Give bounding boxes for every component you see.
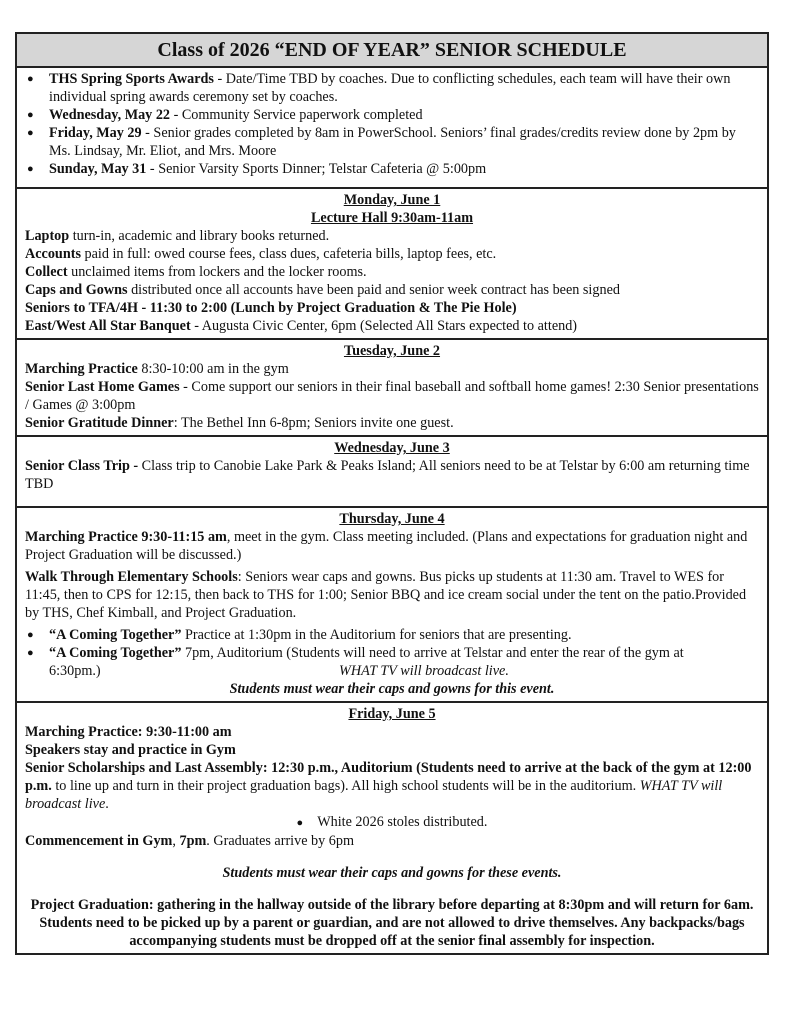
item-label: Senior Last Home Games [25,379,180,395]
stoles-line [25,813,759,832]
schedule-line [25,317,759,335]
project-graduation-note: Project Graduation: gathering in the hallway outside of the library before departing at 8:30pm and will return for 6am. Students need to be picked up by a parent or guardian, and are not allowed to drive themselves. Any backpacks/bags accompanying students must be dropped off at the senior final assembly for inspection. [30,897,754,949]
caps-gowns-note: Students must wear their caps and gowns for these events. [222,865,562,881]
item-text: 8:30-10:00 am in the gym [137,361,289,377]
broadcast-note: WHAT TV will broadcast live [25,778,723,812]
schedule-line: Marching Practice: 9:30-11:00 am [25,724,232,740]
intro-section [17,68,767,189]
item-text: . [105,796,109,812]
schedule-line [25,528,759,564]
item-label: Friday, May 29 [49,125,142,141]
schedule-line [25,263,759,281]
item-label: Marching Practice 9:30-11:15 am [25,529,227,545]
schedule-sheet [15,32,769,955]
item-text: - Community Service paperwork completed [170,107,423,123]
schedule-line [25,245,759,263]
schedule-line [25,227,759,245]
item-text: distributed once all accounts have been paid and senior week contract has been signed [127,282,620,298]
item-text: : The Bethel Inn 6-8pm; Seniors invite one guest. [173,415,454,431]
monday-subheader: Lecture Hall 9:30am-11am [310,210,474,226]
schedule-line [25,832,759,850]
item-label: Collect [25,264,68,280]
item-label: Wednesday, May 22 [49,107,171,123]
list-item [25,644,759,680]
item-label: Marching Practice [25,361,138,377]
wednesday-section [17,437,767,508]
item-text: to line up and turn in their project graduation bags). All high school students will be in the auditorium. [51,778,640,794]
item-label: Walk Through Elementary Schools [25,569,238,585]
item-label: Seniors to TFA/4H - 11:30 to 2:00 (Lunch by Project Graduation & The Pie Hole) [25,300,517,316]
item-text: 7pm, Auditorium (Students will need to arrive at Telstar and enter the rear of the gym at [181,645,684,661]
thursday-section [17,508,767,703]
item-text: White 2026 stoles distributed. [317,814,488,830]
item-text: - Augusta Civic Center, 6pm (Selected All Stars expected to attend) [190,318,578,334]
item-text: - Come support our seniors in their final baseball and softball home games! 2:30 Senior presentations / Games @ 3:00pm [25,379,759,413]
item-label: “A Coming Together” [49,645,182,661]
schedule-line [25,568,759,622]
item-text: paid in full: owed course fees, class dues, cafeteria bills, laptop fees, etc. [80,246,497,262]
list-item [25,124,759,160]
schedule-line [25,299,759,317]
item-label: Laptop [25,228,70,244]
continuation-line [49,662,759,680]
schedule-line [25,378,759,414]
item-label: Accounts [25,246,81,262]
item-label: “A Coming Together” [49,627,182,643]
item-label: Caps and Gowns [25,282,128,298]
item-label: Senior Class Trip - [25,458,139,474]
item-label: Senior Gratitude Dinner [25,415,174,431]
friday-section [17,703,767,953]
schedule-line [25,414,759,432]
item-text: . Graduates arrive by 6pm [206,833,355,849]
schedule-line [25,457,759,493]
item-text: , meet in the gym. Class meeting included. (Plans and expectations for graduation night and Project Graduation will be discussed.) [25,529,748,563]
schedule-line [25,360,759,378]
tuesday-header: Tuesday, June 2 [343,343,441,359]
monday-header: Monday, June 1 [343,192,441,208]
item-text: , [172,833,180,849]
schedule-line [25,759,759,813]
item-text: - Senior grades completed by 8am in PowerSchool. Seniors’ final grades/credits review done by 2pm by Ms. Lindsay, Mr. Eliot, and Mrs. Moore [49,125,736,159]
list-item [25,106,759,124]
item-label: 7pm [179,833,207,849]
monday-section [17,189,767,340]
item-text: - Date/Time TBD by coaches. Due to conflicting schedules, each team will have their own individual spring awards ceremony set by coaches. [49,71,731,105]
list-item [25,160,759,178]
item-label: Sunday, May 31 [49,161,147,177]
item-label: THS Spring Sports Awards [49,71,214,87]
broadcast-note: WHAT TV will broadcast live. [339,663,509,679]
schedule-line: Speakers stay and practice in Gym [25,742,236,758]
tuesday-section [17,340,767,437]
item-text: turn-in, academic and library books returned. [69,228,330,244]
item-text: 6:30pm.) [49,663,101,679]
thursday-bullets [25,626,759,680]
schedule-line [25,281,759,299]
list-item [25,626,759,644]
item-text: Practice at 1:30pm in the Auditorium for seniors that are presenting. [181,627,572,643]
friday-header: Friday, June 5 [348,706,436,722]
item-label: Senior Scholarships and Last Assembly: 12:30 p.m., Auditorium (Students need to arrive at the back of the gym at 12:00 p.m. [25,760,752,794]
item-label: Commencement in Gym [25,833,173,849]
item-text: : Seniors wear caps and gowns. Bus picks up students at 11:30 am. Travel to WES for 11:45, then to CPS for 12:15, then back to THS for 1:00; Senior BBQ and ice cream social under the tent on the patio.Provided by THS, Chef Kimball, and Project Graduation. [25,569,747,621]
page-title: Class of 2026 “END OF YEAR” SENIOR SCHEDULE [17,34,767,68]
intro-list [25,70,759,178]
item-text: Class trip to Canobie Lake Park & Peaks Island; All seniors need to be at Telstar by 6:00 am returning time TBD [25,458,750,492]
bullet-icon: ● [296,817,304,829]
item-label: East/West All Star Banquet [25,318,191,334]
item-text: - Senior Varsity Sports Dinner; Telstar Cafeteria @ 5:00pm [146,161,487,177]
list-item [25,70,759,106]
thursday-header: Thursday, June 4 [339,511,445,527]
item-text: unclaimed items from lockers and the locker rooms. [67,264,367,280]
caps-gowns-note: Students must wear their caps and gowns for this event. [229,681,555,697]
wednesday-header: Wednesday, June 3 [334,440,450,456]
